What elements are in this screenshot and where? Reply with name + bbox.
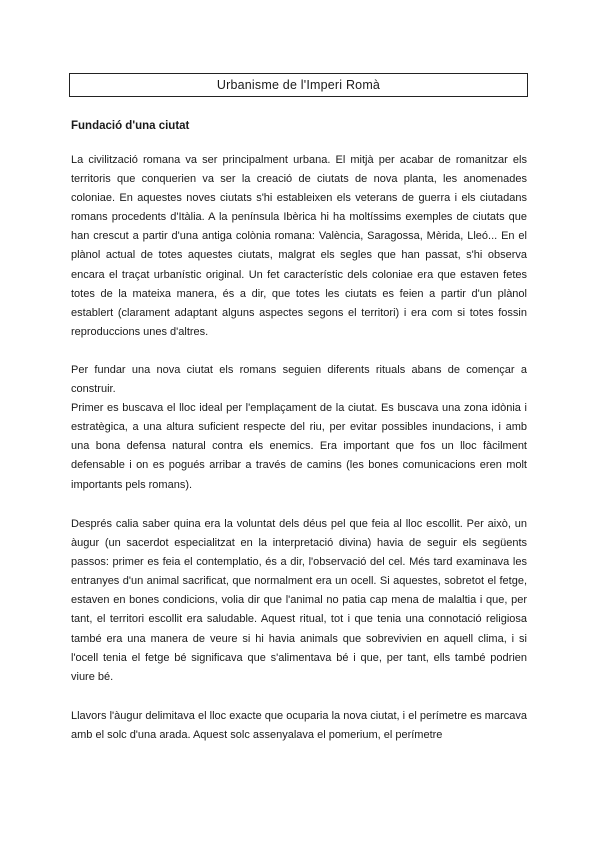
document-title: Urbanisme de l'Imperi Romà (216, 78, 381, 92)
paragraph-1: La civilització romana va ser principalment urbana. El mitjà per acabar de romanitzar els territoris que conquerien va ser la creació de ciutats de nova planta, les anomenades coloniae. En aquestes noves ciutats s'hi estableixen els veterans de guerra i els ciutadans romans procedents d'Itàlia. A la península Ibèrica hi ha moltíssims exemples de ciutats que han crescut a partir d'una antiga colònia romana: València, Saragossa, Mèrida, Lleó... En el plànol actual de totes aquestes ciutats, malgrat els segles que han passat, s'hi observa encara el traçat urbanístic original. Un fet característic dels coloniae era que estaven fetes totes de la mateixa manera, és a dir, que totes les ciutats es feien a partir d'un plànol establert (clarament adaptant alguns aspectes segons el territori) i era com si totes fossin reproduccions unes d'altres. (71, 154, 527, 338)
paragraph-2: Per fundar una nova ciutat els romans seguien diferents rituals abans de començar a construir. Primer es buscava el lloc ideal per l'emplaçament de la ciutat. Es buscava una zona idònia i estratègica, a una altura suficient respecte del riu, per evitar possibles inundacions, i amb una bona defensa natural contra els enemics. Era important que fos un lloc fàcilment defensable i on es pogués arribar a través de camins (les bones comunicacions eren molt importants pels romans). (71, 364, 527, 491)
paragraph-4: Llavors l'àugur delimitava el lloc exacte que ocuparia la nova ciutat, i el perímetre es marcava amb el solc d'una arada. Aquest solc assenyalava el pomerium, el perímetre (71, 710, 527, 742)
paragraph-3: Després calia saber quina era la voluntat dels déus pel que feia al lloc escollit. Per això, un àugur (un sacerdot especialitzat en la interpretació divina) havia de seguir els següents passos: primer es feia el contemplatio, és a dir, l'observació del cel. Més tard examinava les entranyes d'un animal sacrificat, que normalment era un ocell. Si aquestes, sobretot el fetge, estaven en bones condicions, volia dir que l'animal no patia cap mena de malaltia i que, per tant, el territori escollit era saludable. Aquest ritual, tot i que tenia una connotació religiosa també era una manera de veure si hi havia animals que sobrevivien en aquell clima, i si l'ocell tenia el fetge bé significava que s'alimentava bé i que, per tant, ells també podrien viure bé. (71, 518, 527, 683)
section-heading: Fundació d'una ciutat (71, 120, 190, 132)
document-title-box (69, 73, 528, 97)
